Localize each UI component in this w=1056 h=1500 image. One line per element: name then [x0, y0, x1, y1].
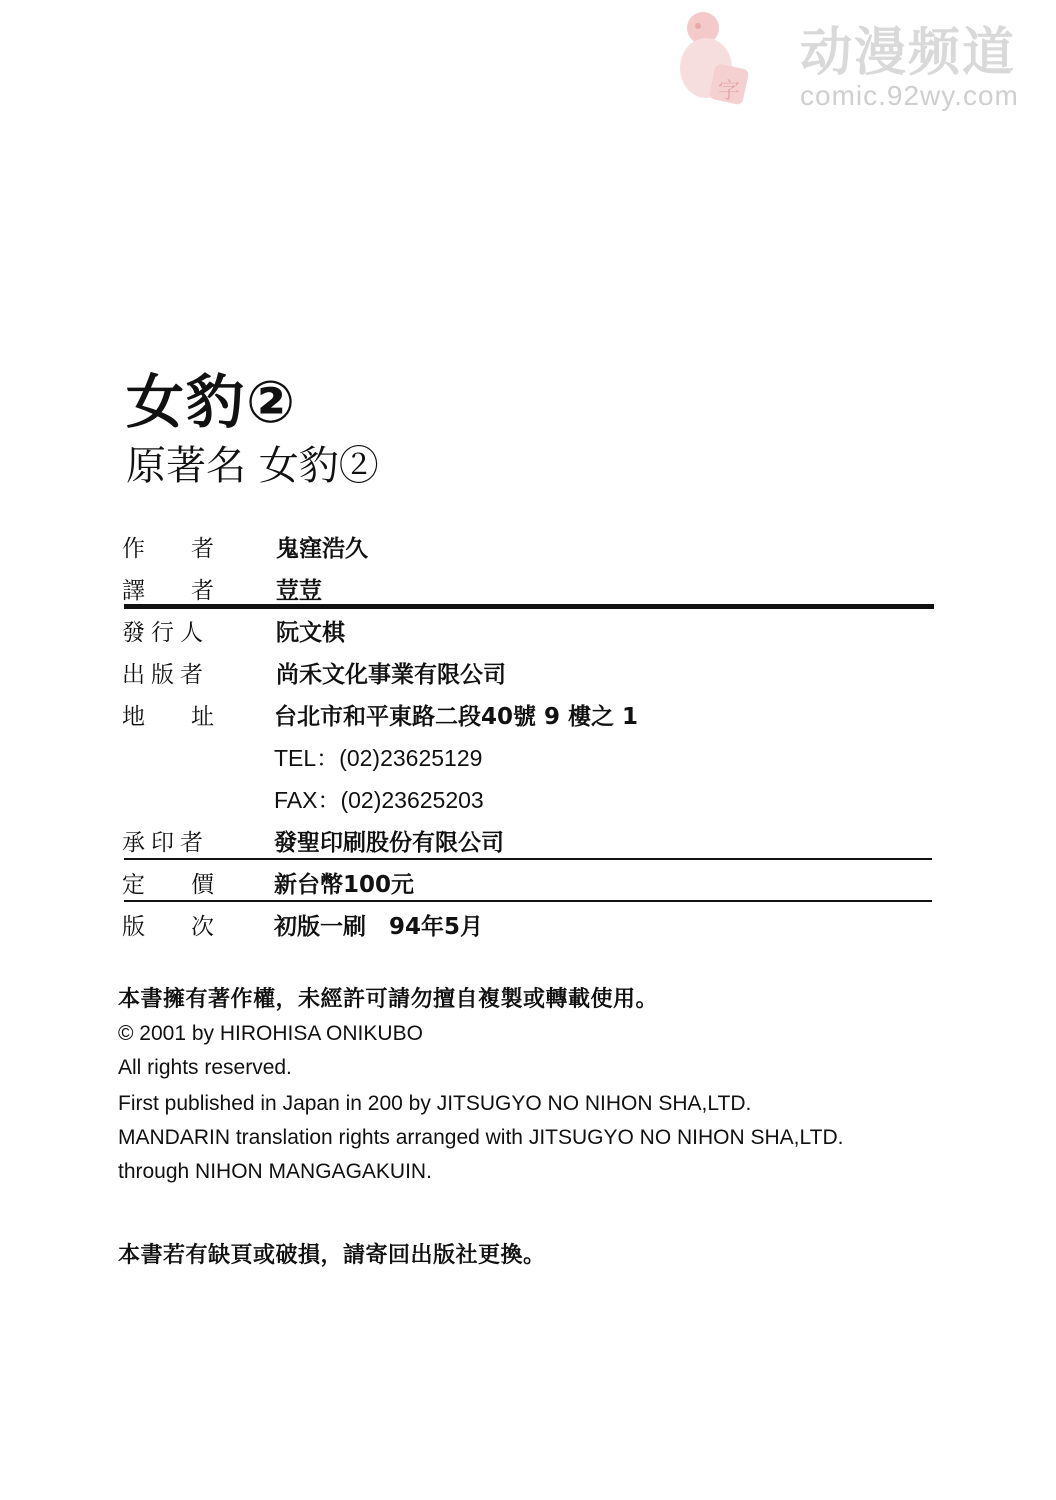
divider-thin-1: [124, 858, 932, 860]
address-label: 地 址: [122, 704, 214, 730]
divider-thick: [124, 604, 934, 609]
publisher-label: 出版者: [122, 662, 209, 688]
svg-text:字: 字: [718, 79, 741, 104]
translator-value: 荳荳: [276, 578, 322, 604]
printer-value: 發聖印刷股份有限公司: [274, 830, 504, 856]
publisher-person-label: 發行人: [122, 620, 209, 646]
through-agency: through NIHON MANGAGAKUIN.: [118, 1160, 432, 1183]
author-label: 作 者: [122, 536, 214, 562]
translation-rights: MANDARIN translation rights arranged with JITSUGYO NO NIHON SHA,LTD.: [118, 1126, 844, 1149]
original-title: 原著名 女豹②: [126, 443, 379, 489]
edition-value: 初版一刷 94年5月: [274, 914, 484, 940]
replacement-notice: 本書若有缺頁或破損，請寄回出版社更換。: [118, 1243, 546, 1268]
fax-value: FAX：(02)23625203: [274, 787, 484, 813]
price-label: 定 價: [122, 872, 214, 898]
watermark-url: comic.92wy.com: [800, 80, 1019, 111]
book-title: 女豹②: [126, 368, 298, 436]
tel-value: TEL：(02)23625129: [274, 745, 483, 771]
address-value: 台北市和平東路二段40號 9 樓之 1: [274, 704, 639, 730]
publisher-value: 尚禾文化事業有限公司: [276, 662, 506, 688]
copyright-line: © 2001 by HIROHISA ONIKUBO: [118, 1022, 423, 1045]
rights-reserved: All rights reserved.: [118, 1056, 292, 1079]
copyright-notice: 本書擁有著作權，未經許可請勿擅自複製或轉載使用。: [118, 987, 659, 1012]
printer-label: 承印者: [122, 830, 209, 856]
translator-label: 譯 者: [122, 578, 214, 604]
watermark-site-name: 动漫频道: [800, 23, 1017, 83]
mascot-logo-icon: [668, 6, 748, 106]
edition-label: 版 次: [122, 914, 214, 940]
publisher-person-value: 阮文棋: [276, 620, 345, 646]
divider-thin-2: [124, 900, 932, 902]
first-published: First published in Japan in 200 by JITSUGYO NO NIHON SHA,LTD.: [118, 1092, 752, 1115]
author-value: 鬼窪浩久: [276, 536, 368, 562]
price-value: 新台幣100元: [274, 872, 415, 898]
